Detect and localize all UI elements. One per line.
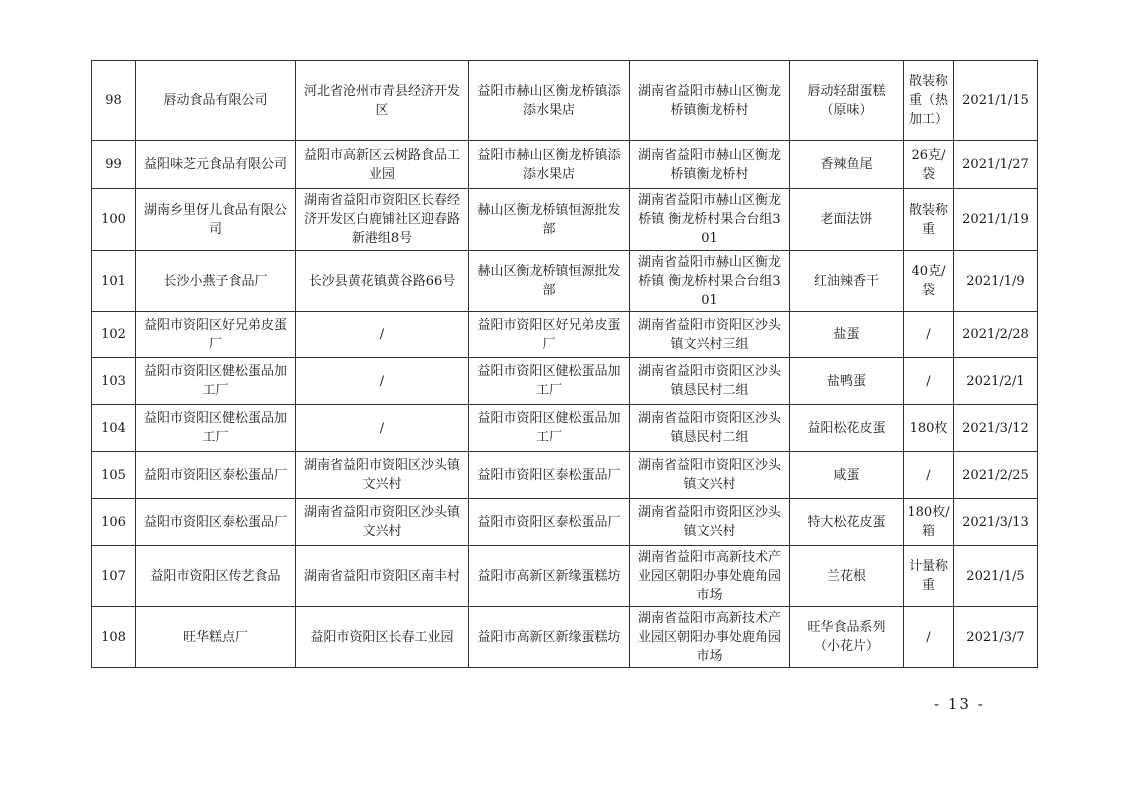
producer-name-cell: 益阳市资阳区健松蛋品加工厂	[136, 405, 296, 452]
seller-name-cell: 益阳市赫山区衡龙桥镇添添水果店	[469, 61, 630, 141]
seller-address-cell: 湖南省益阳市资阳区沙头镇文兴村三组	[630, 312, 790, 358]
producer-name-cell: 唇动食品有限公司	[136, 61, 296, 141]
table-row	[92, 607, 1038, 668]
seller-name-cell: 益阳市高新区新缘蛋糕坊	[469, 546, 630, 607]
producer-address-cell: 益阳市高新区云树路食品工业园	[296, 141, 469, 189]
producer-name-cell: 长沙小燕子食品厂	[136, 251, 296, 312]
production-date-cell: 2021/2/1	[954, 358, 1038, 405]
producer-address-cell: 湖南省益阳市资阳区沙头镇文兴村	[296, 452, 469, 499]
table-row	[92, 312, 1038, 358]
product-name-cell: 盐鸭蛋	[790, 358, 904, 405]
seller-name-cell: 赫山区衡龙桥镇恒源批发部	[469, 251, 630, 312]
producer-address-cell: /	[296, 358, 469, 405]
seller-name-cell: 益阳市高新区新缘蛋糕坊	[469, 607, 630, 668]
row-number-cell: 108	[92, 607, 136, 668]
producer-address-cell: 长沙县黄花镇黄谷路66号	[296, 251, 469, 312]
product-name-cell: 兰花根	[790, 546, 904, 607]
seller-name-cell: 益阳市资阳区健松蛋品加工厂	[469, 358, 630, 405]
row-number-cell: 104	[92, 405, 136, 452]
production-date-cell: 2021/1/9	[954, 251, 1038, 312]
specification-cell: /	[904, 607, 954, 668]
table-row	[92, 452, 1038, 499]
row-number-cell: 106	[92, 499, 136, 546]
specification-cell: 计量称重	[904, 546, 954, 607]
seller-name-cell: 益阳市资阳区泰松蛋品厂	[469, 499, 630, 546]
specification-cell: 散装称重（热加工）	[904, 61, 954, 141]
producer-name-cell: 旺华糕点厂	[136, 607, 296, 668]
row-number-cell: 103	[92, 358, 136, 405]
producer-name-cell: 湖南乡里伢儿食品有限公司	[136, 189, 296, 251]
table-row	[92, 189, 1038, 251]
production-date-cell: 2021/1/5	[954, 546, 1038, 607]
producer-name-cell: 益阳市资阳区好兄弟皮蛋厂	[136, 312, 296, 358]
product-name-cell: 老面法饼	[790, 189, 904, 251]
table-row	[92, 61, 1038, 141]
seller-address-cell: 湖南省益阳市资阳区沙头镇恳民村二组	[630, 358, 790, 405]
specification-cell: 180枚	[904, 405, 954, 452]
product-name-cell: 红油辣香干	[790, 251, 904, 312]
row-number-cell: 98	[92, 61, 136, 141]
producer-address-cell: 河北省沧州市青县经济开发区	[296, 61, 469, 141]
producer-name-cell: 益阳市资阳区传艺食品	[136, 546, 296, 607]
seller-address-cell: 湖南省益阳市赫山区衡龙桥镇 衡龙桥村果合台组301	[630, 251, 790, 312]
production-date-cell: 2021/1/15	[954, 61, 1038, 141]
seller-address-cell: 湖南省益阳市赫山区衡龙桥镇 衡龙桥村果合台组301	[630, 189, 790, 251]
specification-cell: /	[904, 452, 954, 499]
producer-address-cell: /	[296, 405, 469, 452]
specification-cell: /	[904, 358, 954, 405]
records-table	[91, 60, 1038, 668]
specification-cell: /	[904, 312, 954, 358]
product-name-cell: 唇动轻甜蛋糕（原味）	[790, 61, 904, 141]
seller-address-cell: 湖南省益阳市赫山区衡龙桥镇衡龙桥村	[630, 141, 790, 189]
row-number-cell: 105	[92, 452, 136, 499]
specification-cell: 散装称重	[904, 189, 954, 251]
seller-name-cell: 赫山区衡龙桥镇恒源批发部	[469, 189, 630, 251]
production-date-cell: 2021/1/27	[954, 141, 1038, 189]
producer-address-cell: /	[296, 312, 469, 358]
seller-address-cell: 湖南省益阳市赫山区衡龙桥镇衡龙桥村	[630, 61, 790, 141]
row-number-cell: 107	[92, 546, 136, 607]
seller-address-cell: 湖南省益阳市资阳区沙头镇文兴村	[630, 499, 790, 546]
table-row	[92, 358, 1038, 405]
production-date-cell: 2021/1/19	[954, 189, 1038, 251]
row-number-cell: 100	[92, 189, 136, 251]
specification-cell: 26克/袋	[904, 141, 954, 189]
seller-address-cell: 湖南省益阳市资阳区沙头镇恳民村二组	[630, 405, 790, 452]
product-name-cell: 香辣鱼尾	[790, 141, 904, 189]
table-row	[92, 405, 1038, 452]
producer-address-cell: 湖南省益阳市资阳区长春经济开发区白鹿铺社区迎春路新港组8号	[296, 189, 469, 251]
production-date-cell: 2021/3/13	[954, 499, 1038, 546]
producer-address-cell: 湖南省益阳市资阳区南丰村	[296, 546, 469, 607]
specification-cell: 40克/袋	[904, 251, 954, 312]
seller-address-cell: 湖南省益阳市资阳区沙头镇文兴村	[630, 452, 790, 499]
product-name-cell: 咸蛋	[790, 452, 904, 499]
production-date-cell: 2021/3/7	[954, 607, 1038, 668]
seller-name-cell: 益阳市资阳区健松蛋品加工厂	[469, 405, 630, 452]
seller-address-cell: 湖南省益阳市高新技术产业园区朝阳办事处鹿角园市场	[630, 546, 790, 607]
producer-address-cell: 益阳市资阳区长春工业园	[296, 607, 469, 668]
row-number-cell: 101	[92, 251, 136, 312]
table-body	[92, 61, 1038, 668]
producer-address-cell: 湖南省益阳市资阳区沙头镇文兴村	[296, 499, 469, 546]
table-row	[92, 499, 1038, 546]
product-name-cell: 旺华食品系列（小花片）	[790, 607, 904, 668]
seller-name-cell: 益阳市资阳区泰松蛋品厂	[469, 452, 630, 499]
production-date-cell: 2021/2/25	[954, 452, 1038, 499]
table-row	[92, 141, 1038, 189]
producer-name-cell: 益阳市资阳区健松蛋品加工厂	[136, 358, 296, 405]
producer-name-cell: 益阳味芝元食品有限公司	[136, 141, 296, 189]
product-name-cell: 益阳松花皮蛋	[790, 405, 904, 452]
product-name-cell: 盐蛋	[790, 312, 904, 358]
production-date-cell: 2021/3/12	[954, 405, 1038, 452]
product-name-cell: 特大松花皮蛋	[790, 499, 904, 546]
producer-name-cell: 益阳市资阳区泰松蛋品厂	[136, 452, 296, 499]
table-row	[92, 546, 1038, 607]
specification-cell: 180枚/箱	[904, 499, 954, 546]
seller-address-cell: 湖南省益阳市高新技术产业园区朝阳办事处鹿角园市场	[630, 607, 790, 668]
page-number: - 13 -	[934, 695, 985, 713]
seller-name-cell: 益阳市资阳区好兄弟皮蛋厂	[469, 312, 630, 358]
seller-name-cell: 益阳市赫山区衡龙桥镇添添水果店	[469, 141, 630, 189]
producer-name-cell: 益阳市资阳区泰松蛋品厂	[136, 499, 296, 546]
table-row	[92, 251, 1038, 312]
row-number-cell: 102	[92, 312, 136, 358]
row-number-cell: 99	[92, 141, 136, 189]
production-date-cell: 2021/2/28	[954, 312, 1038, 358]
